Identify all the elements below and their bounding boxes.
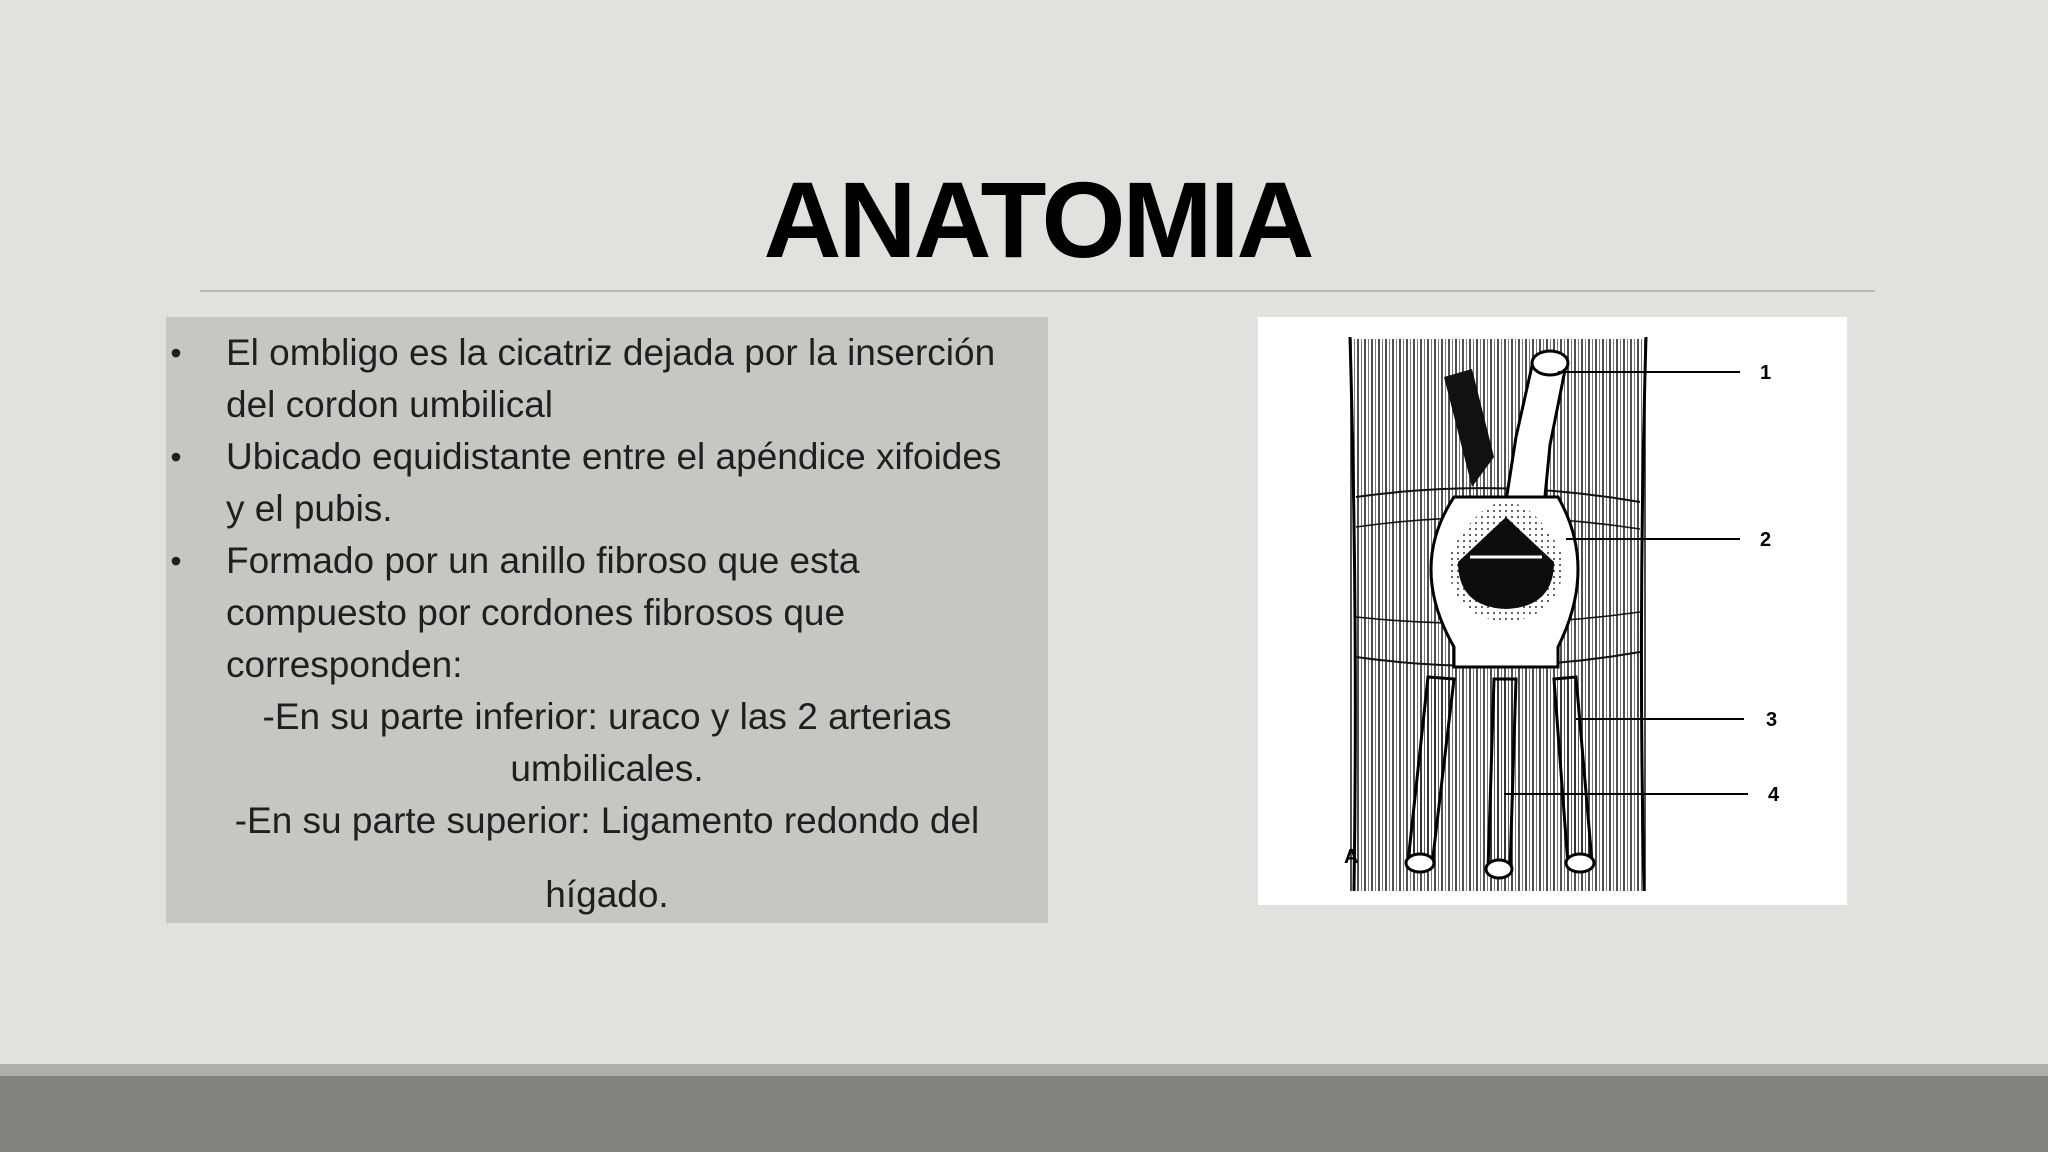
urachus-shape — [1488, 679, 1516, 869]
bullet-marker: • — [170, 543, 182, 579]
sub-line-inferior: -En su parte inferior: uraco y las 2 arterias — [262, 696, 952, 737]
sub-line-superior: -En su parte superior: Ligamento redondo del — [234, 800, 980, 841]
bullet-text: Formado por un anillo fibroso que esta compuesto por cordones fibrosos que corresponden: — [226, 540, 860, 685]
callout-label-2: 2 — [1760, 529, 1772, 551]
bullet-marker: • — [170, 439, 182, 475]
anatomy-figure — [1258, 317, 1847, 905]
title-divider — [200, 290, 1875, 292]
callout-label-4: 4 — [1768, 784, 1780, 806]
bullet-text: Ubicado equidistante entre el apéndice xifoides y el pubis. — [226, 436, 1002, 529]
callout-label-1: 1 — [1760, 362, 1772, 384]
footer-stripe — [0, 1064, 2048, 1076]
umbilicus-illustration — [1258, 317, 1847, 905]
figure-corner-label: A — [1344, 846, 1359, 868]
sub-line-superior-cont: hígado. — [545, 874, 669, 915]
footer-bar — [0, 1076, 2048, 1152]
sub-line-inferior-cont: umbilicales. — [510, 748, 704, 789]
callout-label-3: 3 — [1766, 709, 1778, 731]
bullet-marker: • — [170, 335, 182, 371]
slide-title: ANATOMIA — [763, 159, 1312, 280]
text-panel — [166, 317, 1048, 923]
bullet-text: El ombligo es la cicatriz dejada por la inserción del cordon umbilical — [226, 332, 996, 425]
